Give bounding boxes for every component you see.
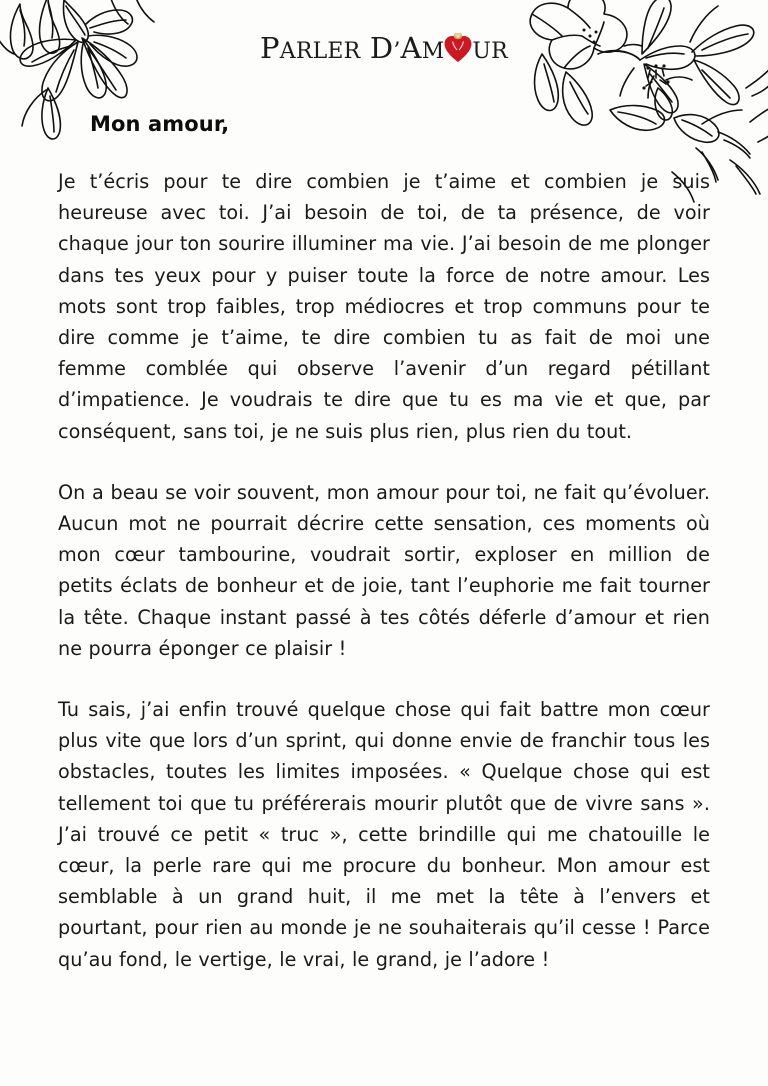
letter-paragraph-3: Tu sais, j’ai enfin trouvé quelque chose qui fait battre mon cœur plus vite que lors d’un sprint, qui donne envie de franchir tous les obstacles, toutes les limites imposées. « Quelque chose qui est tellement toi que tu préférerais mourir plutôt que de vivre sans ». J’ai trouvé ce petit « truc », cette brindille qui me chatouille le cœur, la perle rare qui me procure du bonheur. Mon amour est semblable à un grand huit, il me met la tête à l’envers et pourtant, pour rien au monde je ne souhaiterais qu’il cesse ! Parce qu’au fond, le vertige, le vrai, le grand, je l’adore ! bbox=[58, 698, 710, 971]
letter-body bbox=[58, 112, 710, 975]
parler-d-amour-logo bbox=[260, 20, 508, 76]
logo-text-after-heart: UR bbox=[472, 39, 508, 64]
letter-salutation: Mon amour, bbox=[90, 112, 230, 136]
logo-text-before-heart: PARLER D’AM bbox=[260, 31, 445, 65]
heart-with-cherub-icon bbox=[443, 33, 473, 63]
cherub-figure bbox=[454, 33, 462, 39]
letter-paragraph-2: On a beau se voir souvent, mon amour pour toi, ne fait qu’évoluer. Aucun mot ne pourrait décrire cette sensation, ces moments où mon cœur tambourine, voudrait sortir, exploser en million de petits éclats de bonheur et de joie, tant l’euphorie me fait tourner la tête. Chaque instant passé à tes côtés déferle d’amour et rien ne pourra éponger ce plaisir ! bbox=[58, 480, 710, 660]
letter-paragraph-1: Je t’écris pour te dire combien je t’aime et combien je suis heureuse avec toi. J’ai besoin de toi, de ta présence, de voir chaque jour ton sourire illuminer ma vie. J’ai besoin de me plonger dans tes yeux pour y puiser toute la force de notre amour. Les mots sont trop faibles, trop médiocres et trop communs pour te dire comme je t’aime, te dire combien tu as fait de moi une femme comblée qui observe l’avenir d’un regard pétillant d’impatience. Je voudrais te dire que tu es ma vie et que, par conséquent, sans toi, je ne suis plus rien, plus rien du tout. bbox=[58, 170, 710, 443]
masthead bbox=[0, 0, 768, 96]
